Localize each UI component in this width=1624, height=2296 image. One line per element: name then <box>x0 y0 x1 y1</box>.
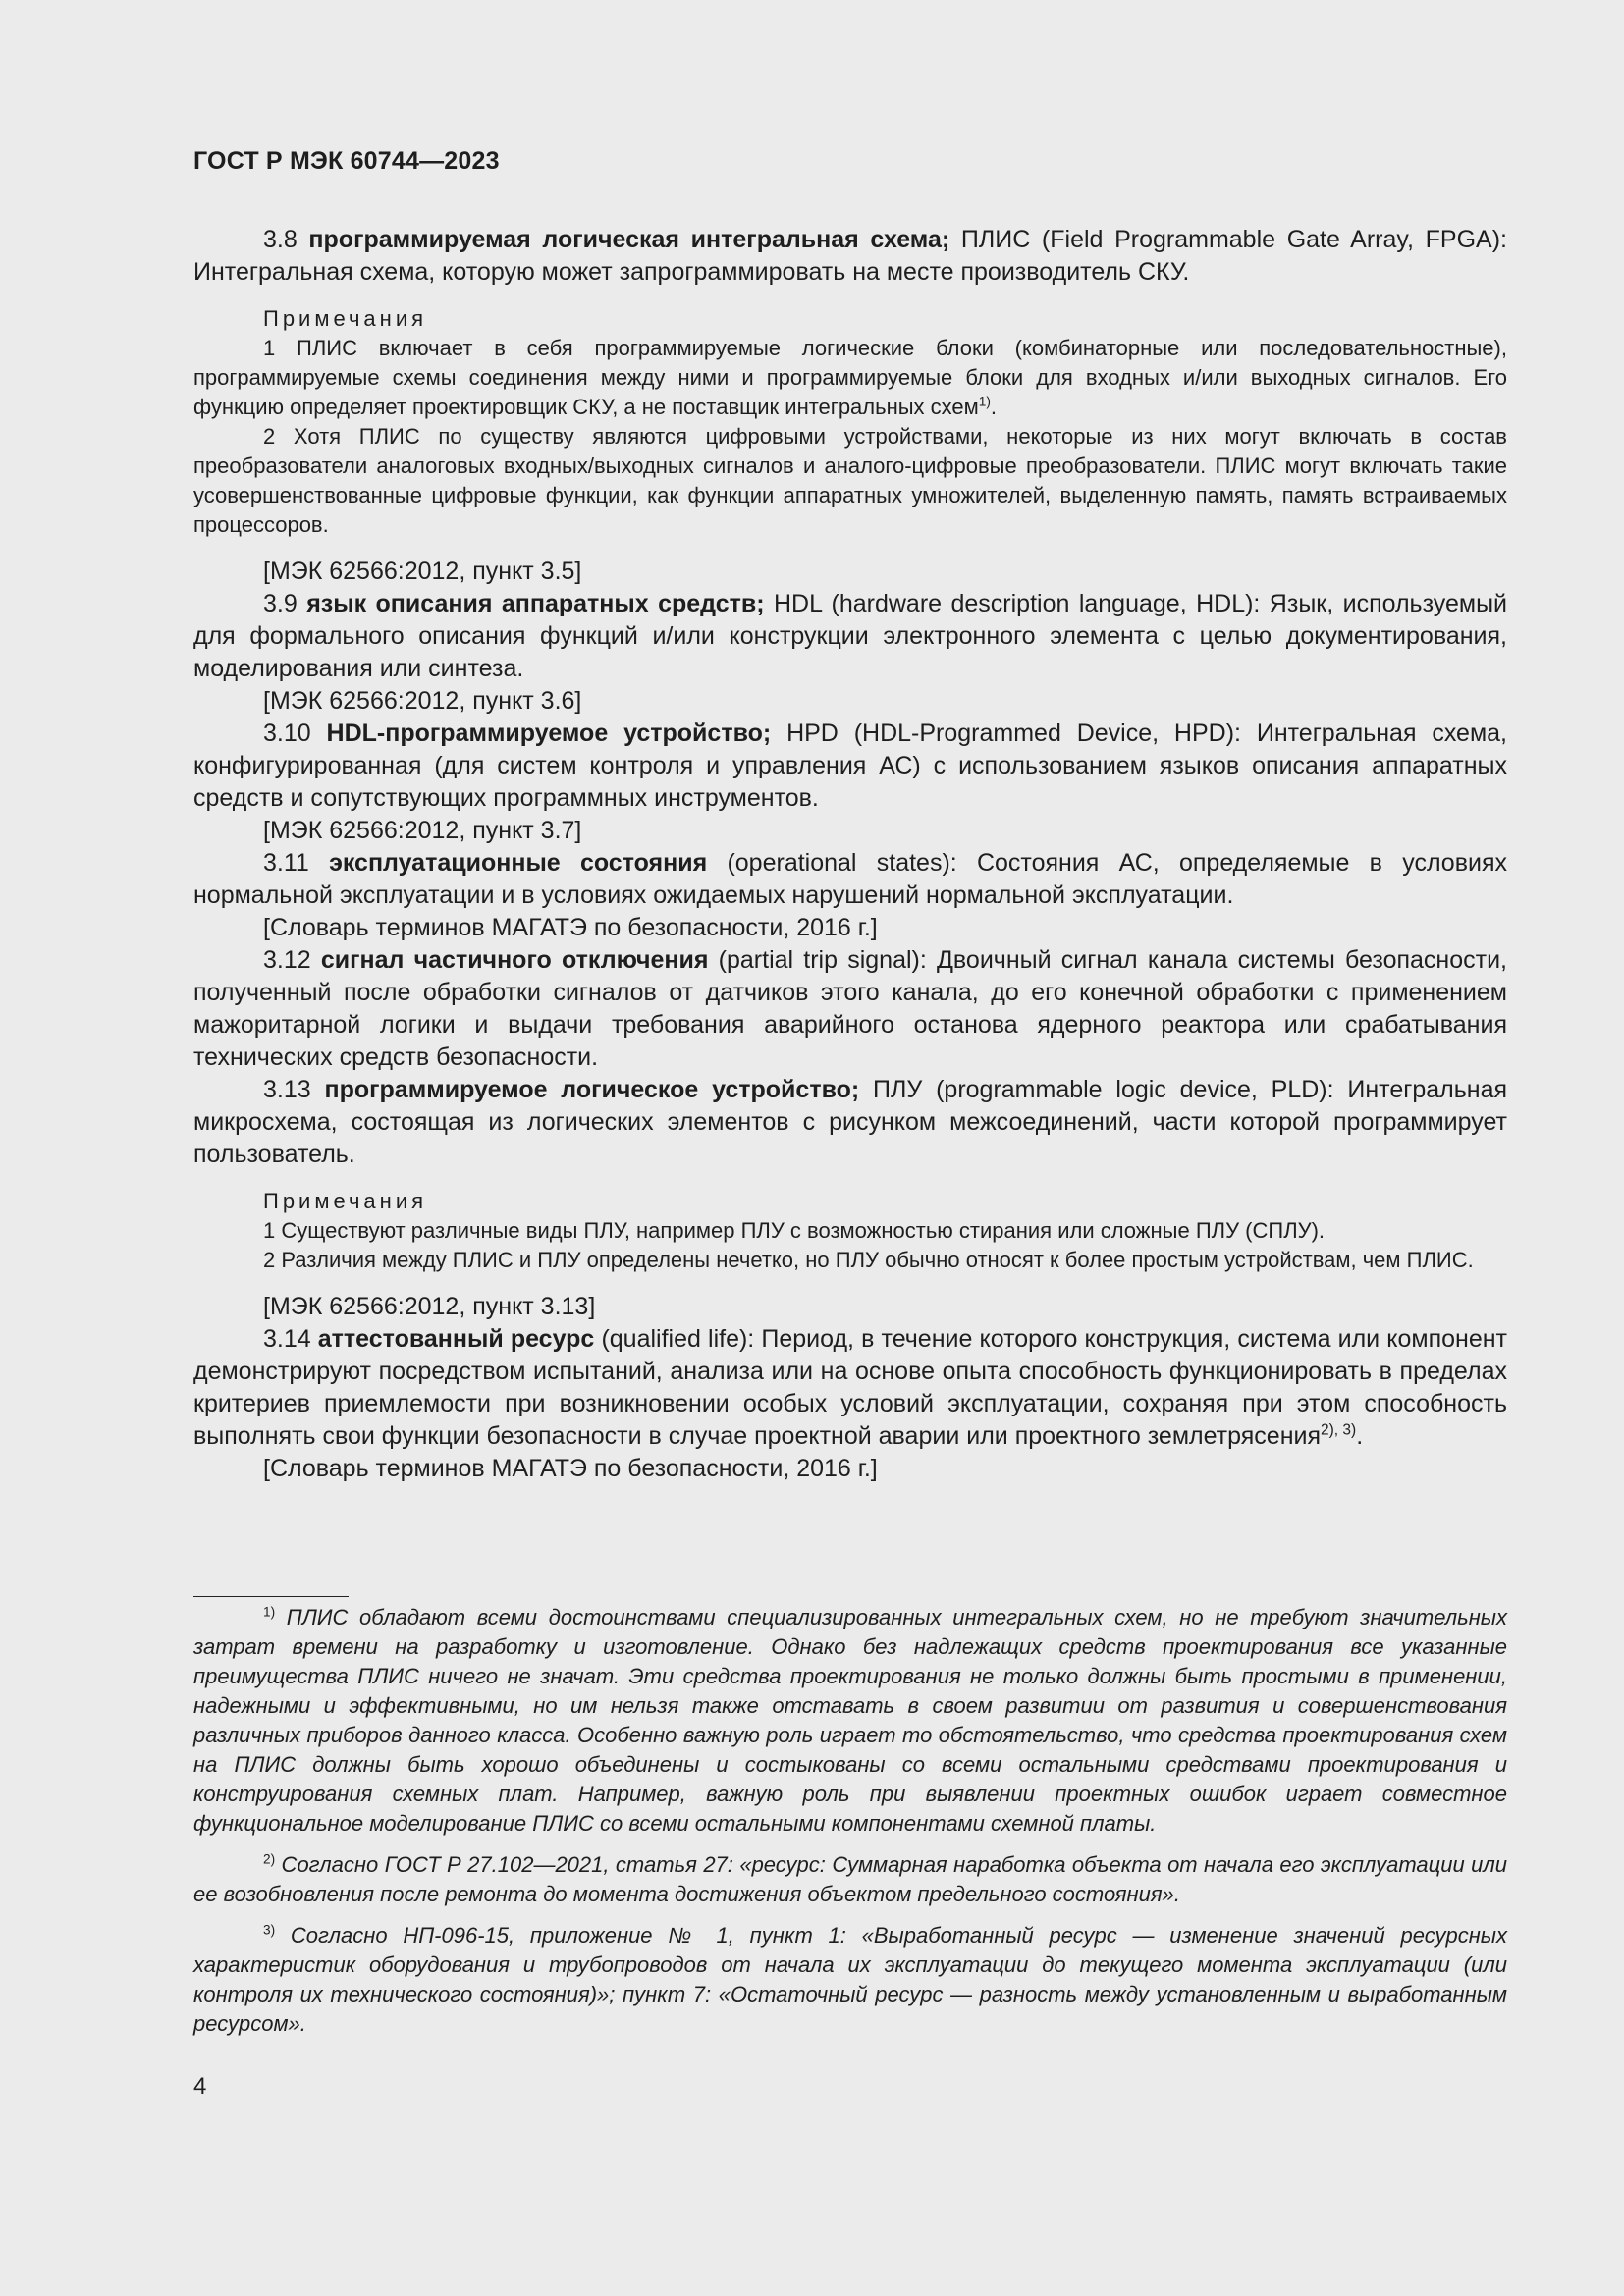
term-name: аттестованный ресурс <box>317 1325 595 1353</box>
source-reference: [Словарь терминов МАГАТЭ по безопасности, 2016 г.] <box>263 1455 878 1482</box>
source-reference: [МЭК 62566:2012, пункт 3.7] <box>263 817 582 844</box>
term-3-8 <box>193 224 1507 289</box>
term-definition: ПЛИС (Field Programmable Gate Array, FPGA): Интегральная схема, которую может запрограммировать на месте производитель СКУ. <box>193 226 1508 286</box>
term-number: 3.8 <box>263 226 309 253</box>
note-text: 1 ПЛИС включает в себя программируемые логические блоки (комбинаторные или последовательностные), программируемые схемы соединения между ними и программируемые блоки для входных и/или выходных сигналов. Его функцию определяет проектировщик СКУ, а не поставщик интегральных схем <box>193 336 1507 419</box>
term-name: программируемая логическая интегральная схема; <box>308 226 950 253</box>
term-name: программируемое логическое устройство; <box>324 1076 860 1103</box>
footnote-separator <box>193 1596 349 1597</box>
term-number: 3.9 <box>263 590 307 617</box>
term-3-14 <box>193 1323 1507 1453</box>
term-number: 3.12 <box>263 946 321 974</box>
notes-heading: Примечания <box>263 1189 428 1213</box>
term-name: HDL-программируемое устройство; <box>326 720 772 747</box>
term-3-10 <box>193 718 1507 815</box>
note-end: . <box>990 395 998 419</box>
footnote-text: Согласно ГОСТ Р 27.102—2021, статья 27: «ресурс: Суммарная наработка объекта от начала его эксплуатации или ее возобновления после ремонта до момента достижения объектом предельного состояния». <box>193 1852 1507 1906</box>
footnote-3 <box>193 1921 1507 2039</box>
term-end: . <box>1356 1422 1364 1450</box>
page-number: 4 <box>193 2073 207 2100</box>
page-header-title: ГОСТ Р МЭК 60744—2023 <box>193 147 500 175</box>
term-definition: ПЛУ (programmable logic device, PLD): Интегральная микросхема, состоящая из логических элементов с рисунком межсоединений, части которой программирует пользователь. <box>193 1076 1508 1168</box>
term-definition: HDL (hardware description language, HDL): Язык, используемый для формального описания функций и/или конструкции электронного элемента с целью документирования, моделирования или синтеза. <box>193 590 1508 682</box>
term-number: 3.14 <box>263 1325 318 1353</box>
source-reference: [МЭК 62566:2012, пункт 3.6] <box>263 687 582 715</box>
footnote-mark: 2) <box>263 1851 276 1867</box>
footnote-ref: 1) <box>978 394 991 409</box>
note-1 <box>193 334 1507 422</box>
source-reference: [МЭК 62566:2012, пункт 3.13] <box>263 1293 596 1320</box>
term-name: сигнал частичного отключения <box>320 946 709 974</box>
footnote-text: ПЛИС обладают всеми достоинствами специализированных интегральных схем, но не требуют значительных затрат времени на разработку и изготовление. Однако без надлежащих средств проектирования все указанные преимущества ПЛИС ничего не значат. Эти средства проектирования не только должны быть простыми в применении, надежными и эффективными, но им нельзя также отставать в своем развитии от развития и совершенствования различных приборов данного класса. Особенно важную роль играет то обстоятельство, что средства проектирования схем на ПЛИС должны быть хорошо объединены и состыкованы со всеми остальными средствами проектирования и конструирования схемных плат. Например, важную роль при выявлении проектных ошибок играет совместное функциональное моделирование ПЛИС со всеми остальными компонентами схемной платы. <box>193 1605 1507 1836</box>
footnote-mark: 1) <box>263 1604 276 1620</box>
term-definition: (operational states): Состояния АС, определяемые в условиях нормальной эксплуатации и в условиях ожидаемых нарушений нормальной эксплуатации. <box>193 849 1507 909</box>
footnote-ref: 2), 3) <box>1321 1421 1357 1439</box>
term-definition: (partial trip signal): Двоичный сигнал канала системы безопасности, полученный после обработки сигналов от датчиков этого канала, до его конечной обработки с применением мажоритарной логики и выдачи требования аварийного останова ядерного реактора или срабатывания технических средств безопасности. <box>193 946 1507 1071</box>
term-number: 3.11 <box>263 849 330 877</box>
footnote-2 <box>193 1850 1507 1909</box>
term-3-12 <box>193 944 1507 1074</box>
note-2: 2 Различия между ПЛИС и ПЛУ определены нечетко, но ПЛУ обычно относят к более простым устройствам, чем ПЛИС. <box>263 1248 1474 1272</box>
term-name: эксплуатационные состояния <box>329 849 708 877</box>
term-3-13 <box>193 1074 1507 1171</box>
note-2: 2 Хотя ПЛИС по существу являются цифровыми устройствами, некоторые из них могут включать в состав преобразователи аналоговых входных/выходных сигналов и аналого-цифровые преобразователи. ПЛИС могут включать такие усовершенствованные цифровые функции, как функции аппаратных умножителей, выделенную память, память встраиваемых процессоров. <box>193 424 1507 537</box>
footnotes <box>193 1603 1507 2039</box>
term-definition: HPD (HDL-Programmed Device, HPD): Интегральная схема, конфигурированная (для систем контроля и управления АС) с использованием языков описания аппаратных средств и сопутствующих программных инструментов. <box>193 720 1507 812</box>
term-number: 3.13 <box>263 1076 325 1103</box>
note-1: 1 Существуют различные виды ПЛУ, например ПЛУ с возможностью стирания или сложные ПЛУ (СПЛУ). <box>263 1218 1326 1243</box>
source-reference: [Словарь терминов МАГАТЭ по безопасности, 2016 г.] <box>263 914 878 941</box>
document-body <box>193 224 1507 1485</box>
notes-heading: Примечания <box>263 306 428 331</box>
footnote-1 <box>193 1603 1507 1839</box>
footnote-text: Согласно НП-096-15, приложение № 1, пункт 1: «Выработанный ресурс — изменение значений ресурсных характеристик оборудования и трубопроводов от начала их эксплуатации до текущего момента эксплуатации (или контроля их технического состояния)»; пункт 7: «Остаточный ресурс — разность между установленным и выработанным ресурсом». <box>193 1923 1507 2036</box>
term-number: 3.10 <box>263 720 327 747</box>
term-3-11 <box>193 847 1507 912</box>
source-reference: [МЭК 62566:2012, пункт 3.5] <box>263 558 582 585</box>
term-name: язык описания аппаратных средств; <box>306 590 765 617</box>
term-3-9 <box>193 588 1507 685</box>
term-definition: (qualified life): Период, в течение которого конструкция, система или компонент демонстрируют посредством испытаний, анализа или на основе опыта способность функционировать в пределах критериев приемлемости при возникновении особых условий эксплуатации, сохраняя при этом способность выполнять свои функции безопасности в случае проектной аварии или проектного землетрясения <box>193 1325 1507 1450</box>
footnote-mark: 3) <box>263 1922 276 1938</box>
